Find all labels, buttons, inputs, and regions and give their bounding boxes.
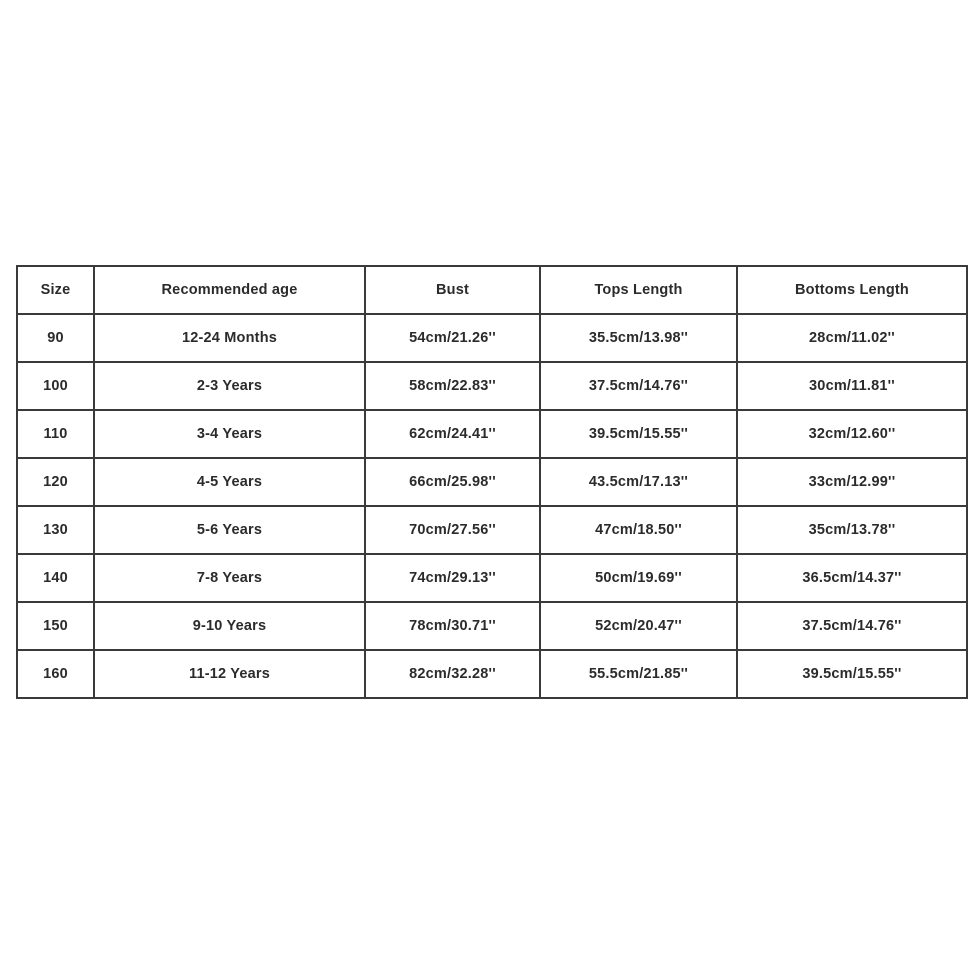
cell-bust: 58cm/22.83'' — [365, 362, 540, 410]
cell-size: 150 — [17, 602, 94, 650]
table-row — [17, 458, 967, 506]
cell-bust: 82cm/32.28'' — [365, 650, 540, 698]
cell-bottoms-length: 36.5cm/14.37'' — [737, 554, 967, 602]
cell-tops-length: 47cm/18.50'' — [540, 506, 737, 554]
table-row — [17, 314, 967, 362]
header-size: Size — [17, 266, 94, 314]
cell-bottoms-length: 33cm/12.99'' — [737, 458, 967, 506]
size-chart-table — [16, 265, 968, 699]
table-header-row — [17, 266, 967, 314]
cell-bottoms-length: 35cm/13.78'' — [737, 506, 967, 554]
cell-bottoms-length: 39.5cm/15.55'' — [737, 650, 967, 698]
cell-tops-length: 52cm/20.47'' — [540, 602, 737, 650]
cell-bottoms-length: 32cm/12.60'' — [737, 410, 967, 458]
cell-bottoms-length: 30cm/11.81'' — [737, 362, 967, 410]
table-row — [17, 506, 967, 554]
cell-tops-length: 39.5cm/15.55'' — [540, 410, 737, 458]
cell-tops-length: 35.5cm/13.98'' — [540, 314, 737, 362]
cell-size: 160 — [17, 650, 94, 698]
cell-bust: 54cm/21.26'' — [365, 314, 540, 362]
cell-recommended-age: 2-3 Years — [94, 362, 365, 410]
cell-bust: 62cm/24.41'' — [365, 410, 540, 458]
header-bust: Bust — [365, 266, 540, 314]
cell-bust: 74cm/29.13'' — [365, 554, 540, 602]
cell-size: 110 — [17, 410, 94, 458]
cell-recommended-age: 12-24 Months — [94, 314, 365, 362]
table-row — [17, 410, 967, 458]
cell-size: 90 — [17, 314, 94, 362]
cell-recommended-age: 9-10 Years — [94, 602, 365, 650]
cell-size: 100 — [17, 362, 94, 410]
cell-tops-length: 55.5cm/21.85'' — [540, 650, 737, 698]
cell-bust: 70cm/27.56'' — [365, 506, 540, 554]
cell-tops-length: 43.5cm/17.13'' — [540, 458, 737, 506]
cell-size: 120 — [17, 458, 94, 506]
cell-recommended-age: 7-8 Years — [94, 554, 365, 602]
cell-recommended-age: 5-6 Years — [94, 506, 365, 554]
cell-tops-length: 37.5cm/14.76'' — [540, 362, 737, 410]
cell-recommended-age: 4-5 Years — [94, 458, 365, 506]
cell-bust: 78cm/30.71'' — [365, 602, 540, 650]
table-row — [17, 650, 967, 698]
cell-size: 130 — [17, 506, 94, 554]
cell-bottoms-length: 37.5cm/14.76'' — [737, 602, 967, 650]
table-row — [17, 554, 967, 602]
cell-tops-length: 50cm/19.69'' — [540, 554, 737, 602]
cell-bust: 66cm/25.98'' — [365, 458, 540, 506]
cell-size: 140 — [17, 554, 94, 602]
cell-recommended-age: 11-12 Years — [94, 650, 365, 698]
header-tops-length: Tops Length — [540, 266, 737, 314]
table-row — [17, 362, 967, 410]
cell-bottoms-length: 28cm/11.02'' — [737, 314, 967, 362]
header-bottoms-length: Bottoms Length — [737, 266, 967, 314]
table-row — [17, 602, 967, 650]
header-recommended-age: Recommended age — [94, 266, 365, 314]
cell-recommended-age: 3-4 Years — [94, 410, 365, 458]
